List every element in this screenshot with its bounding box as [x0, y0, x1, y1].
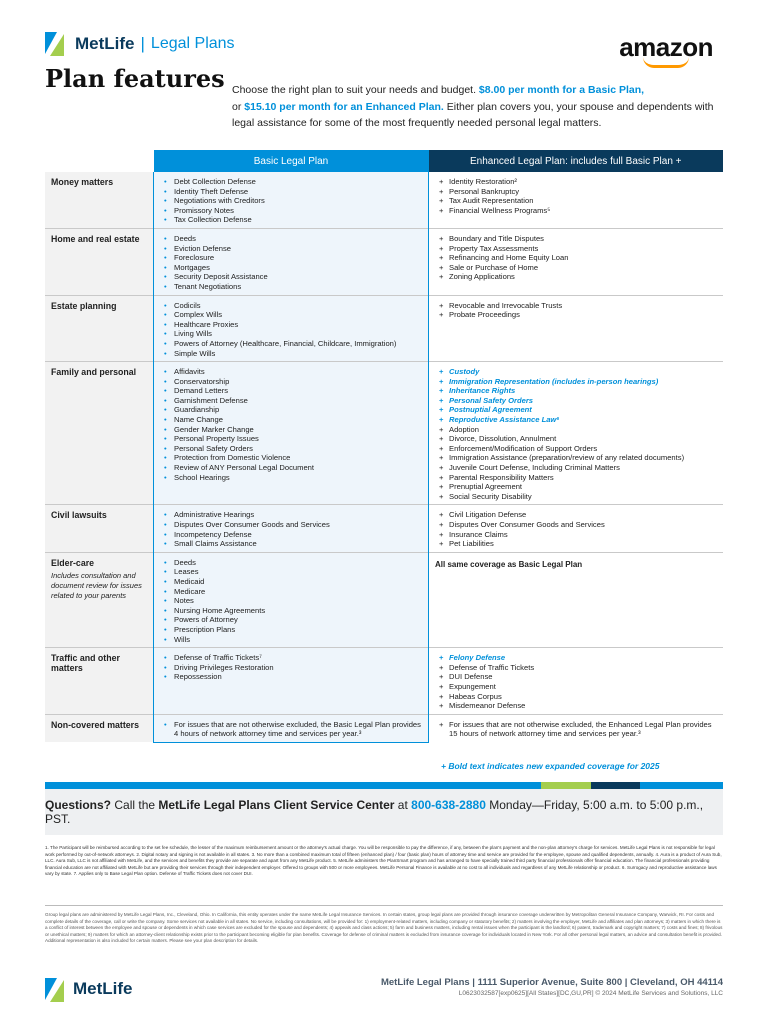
list-item: • Wills	[160, 635, 422, 645]
list-item: • Leases	[160, 567, 422, 577]
brand-separator: |	[140, 34, 145, 53]
questions-text-2: at	[394, 798, 412, 812]
list-item: • Deeds	[160, 558, 422, 568]
list-item: + Zoning Applications	[435, 272, 717, 282]
plan-features-table	[45, 150, 723, 743]
list-item: + Misdemeanor Defense	[435, 701, 717, 711]
category-label: Non-covered matters	[51, 719, 139, 730]
list-item: + Immigration Representation (includes in-person hearings)	[435, 377, 717, 387]
category-cell	[45, 228, 154, 295]
list-item: • Small Claims Assistance	[160, 539, 422, 549]
basic-plan-cell	[154, 228, 429, 295]
list-item: • Tax Collection Defense	[160, 215, 422, 225]
list-item: • Prescription Plans	[160, 625, 422, 635]
list-item: • Guardianship	[160, 405, 422, 415]
list-item: • Nursing Home Agreements	[160, 606, 422, 616]
category-cell	[45, 552, 154, 647]
list-item: + Postnuptial Agreement	[435, 405, 717, 415]
list-item: • Defense of Traffic Tickets⁷	[160, 653, 422, 663]
list-item: + Immigration Assistance (preparation/review of any related documents)	[435, 453, 717, 463]
list-item: + Felony Defense	[435, 653, 717, 663]
metlife-logo-icon	[45, 978, 67, 1000]
category-cell	[45, 714, 154, 742]
list-item: + Prenuptial Agreement	[435, 482, 717, 492]
list-item: + Revocable and Irrevocable Trusts	[435, 301, 717, 311]
price-basic: $8.00 per month for a Basic Plan,	[478, 84, 645, 96]
enhanced-plan-cell	[429, 172, 724, 228]
list-item: • Security Deposit Assistance	[160, 272, 422, 282]
list-item: + Parental Responsibility Matters	[435, 473, 717, 483]
list-item: + Defense of Traffic Tickets	[435, 663, 717, 673]
list-item: + Probate Proceedings	[435, 310, 717, 320]
color-stripe	[45, 782, 723, 789]
footer-address-block	[381, 977, 723, 997]
list-item: + Expungement	[435, 682, 717, 692]
list-item: • Powers of Attorney	[160, 615, 422, 625]
service-hours: Monday—Friday, 5:00 a.m. to 5:00 p.m., PST.	[45, 798, 704, 826]
list-item: + Inheritance Rights	[435, 386, 717, 396]
list-item: + Habeas Corpus	[435, 692, 717, 702]
table-row	[45, 228, 723, 295]
list-item: • Administrative Hearings	[160, 510, 422, 520]
basic-plan-header: Basic Legal Plan	[154, 150, 429, 172]
list-item: • Codicils	[160, 301, 422, 311]
list-item: • Affidavits	[160, 367, 422, 377]
category-note: Includes consultation and document review for issues related to your parents	[51, 570, 142, 600]
list-item: + Tax Audit Representation	[435, 196, 717, 206]
enhanced-plan-cell	[429, 714, 724, 742]
intro-text-1: Choose the right plan to suit your needs and budget.	[232, 84, 479, 96]
list-item: • Medicaid	[160, 577, 422, 587]
list-item: + Personal Bankruptcy	[435, 187, 717, 197]
category-label: Family and personal	[51, 367, 137, 378]
list-item: • Conservatorship	[160, 377, 422, 387]
page-title: Plan features	[45, 64, 225, 93]
list-item: • School Hearings	[160, 473, 422, 483]
enhanced-plan-cell	[429, 552, 724, 647]
list-item: + Disputes Over Consumer Goods and Services	[435, 520, 717, 530]
table-row	[45, 295, 723, 362]
list-item: • Tenant Negotiations	[160, 282, 422, 292]
disclaimer: Group legal plans are administered by MetLife Legal Plans, Inc., Cleveland, Ohio. In California, this entity operates under the name MetLife Legal Insurance Services. In certain states, group legal plans are provided through insurance coverage underwritten by Metropolitan General Insurance Company, Warwick, RI. For costs and complete details of the coverage, call or write the company. Some services not available in all states. No service, including consultations, will be provided for: 1) employment-related matters, including company or statutory benefits; 2) matters involving the employer, MetLife and affiliates and plan attorneys; 3) matters in which there is a conflict of interest between the employee and spouse or dependents in which case services are excluded for the spouse and dependents; 4) appeals and class actions; 5) farm and business matters, including rental issues when the participant is the landlord; 6) patent, trademark and copyright matters; 7) costs and fines; 8) frivolous or unethical matters; 9) matters for which an attorney-client relationship exists prior to the participant becoming eligible for plan benefits. Coverage for defense of criminal matters is excluded from insurance coverage for individuals located in New York. For all other personal legal matters, an advice and consultation benefit is provided. Additional representation is also included for certain matters. Please see your plan description for details.	[45, 912, 723, 944]
brand-name: MetLife	[75, 34, 135, 53]
list-item: + Enforcement/Modification of Support Orders	[435, 444, 717, 454]
basic-plan-cell	[154, 552, 429, 647]
list-item: + Identity Restoration²	[435, 177, 717, 187]
amazon-logo	[619, 32, 713, 68]
intro-text-2: or	[232, 100, 245, 113]
table-row	[45, 552, 723, 647]
list-item: + Civil Litigation Defense	[435, 510, 717, 520]
enhanced-plan-header: Enhanced Legal Plan: includes full Basic Plan +	[429, 150, 724, 172]
enhanced-plan-cell	[429, 648, 724, 715]
new-coverage-legend: + Bold text indicates new expanded coverage for 2025	[441, 761, 660, 771]
basic-plan-cell	[154, 714, 429, 742]
list-item: • Negotiations with Creditors	[160, 196, 422, 206]
basic-plan-cell	[154, 505, 429, 552]
table-row	[45, 714, 723, 742]
table-row	[45, 172, 723, 228]
category-cell	[45, 505, 154, 552]
phone-number[interactable]: 800-638-2880	[411, 798, 486, 812]
basic-plan-cell	[154, 362, 429, 505]
list-item: + Sale or Purchase of Home	[435, 263, 717, 273]
footer-address: MetLife Legal Plans | 1111 Superior Avenue, Suite 800 | Cleveland, OH 44114	[380, 977, 723, 988]
questions-label: Questions?	[45, 798, 112, 812]
list-item: • Debt Collection Defense	[160, 177, 422, 187]
category-cell	[45, 648, 154, 715]
list-item: • Review of ANY Personal Legal Document	[160, 463, 422, 473]
list-item: • Powers of Attorney (Healthcare, Financial, Childcare, Immigration)	[160, 339, 422, 349]
list-item: • Garnishment Defense	[160, 396, 422, 406]
footer-metlife-logo	[45, 978, 133, 1000]
table-row	[45, 648, 723, 715]
list-item: • Identity Theft Defense	[160, 187, 422, 197]
list-item: • Living Wills	[160, 329, 422, 339]
list-item: • Personal Property Issues	[160, 434, 422, 444]
list-item: • Foreclosure	[160, 253, 422, 263]
list-item: + Insurance Claims	[435, 530, 717, 540]
category-label: Civil lawsuits	[51, 510, 107, 521]
questions-text-1: Call the	[111, 798, 159, 812]
blank-header-cell	[45, 150, 154, 172]
list-item: • Repossession	[160, 672, 422, 682]
list-item: • Simple Wills	[160, 349, 422, 359]
list-item: • Demand Letters	[160, 386, 422, 396]
list-item: • Complex Wills	[160, 310, 422, 320]
list-item: + Financial Wellness Programs⁵	[435, 206, 717, 216]
list-item: + Adoption	[435, 425, 717, 435]
same-coverage-note: All same coverage as Basic Legal Plan	[435, 559, 583, 569]
list-item: + Refinancing and Home Equity Loan	[435, 253, 717, 263]
category-cell	[45, 362, 154, 505]
category-label: Elder-care	[51, 557, 95, 568]
service-center-name: MetLife Legal Plans Client Service Center	[158, 798, 395, 812]
intro-paragraph	[232, 82, 722, 132]
list-item: + Social Security Disability	[435, 492, 717, 502]
list-item: + Personal Safety Orders	[435, 396, 717, 406]
table-row	[45, 362, 723, 505]
footnotes: 1. The Participant will be reimbursed according to the set fee schedule, the lesser of the maximum reimbursement amount or the attorney's actual charge. You will be responsible to pay the difference, if any, between the plan's payment and the non-plan attorney's charge for services. MetLife Legal Plans is not responsible for legal work performed by out-of-network attorneys. 2. Digital notary and signing is not available in all states. 3. No more than a combined maximum total of fifteen (enhanced plan) / four (basic plan) hours of attorney time and service are provided for the employee, spouse and qualified dependents, annually. 4. Aura is a product of Aura Sub, LLC. Aura Sub, LLC is not affiliated with MetLife, and the services and benefits they provide are separate and apart from any MetLife product. 5. MetLife administers the PlanSmart program and has arranged to have specially trained third party financial professionals offer financial education. The financial professionals providing financial education are not affiliated with MetLife but are providing their services through their independent employer. Offered to groups with 500 or more employees. MetLife Personal Finance is available at no cost to all individuals and regardless of any MetLife relationship or product. 6. Surrogacy and reproductive assistance laws vary by state. 7. Applies only to Base Legal Plan option. Defense of Traffic Tickets does not cover DUI.	[45, 845, 722, 877]
list-item: • Protection from Domestic Violence	[160, 453, 422, 463]
basic-plan-cell	[154, 295, 429, 362]
enhanced-plan-cell	[429, 505, 724, 552]
table-row	[45, 505, 723, 552]
category-cell	[45, 295, 154, 362]
list-item: + DUI Defense	[435, 672, 717, 682]
list-item: + For issues that are not otherwise excluded, the Enhanced Legal Plan provides 15 hours of network attorney time and services per year.³	[435, 720, 717, 739]
amazon-wordmark: amazon	[619, 32, 713, 62]
category-label: Estate planning	[51, 300, 117, 311]
questions-banner	[45, 789, 723, 835]
list-item: + Divorce, Dissolution, Annulment	[435, 434, 717, 444]
list-item: • Incompetency Defense	[160, 530, 422, 540]
category-label: Money matters	[51, 177, 114, 187]
list-item: • Gender Marker Change	[160, 425, 422, 435]
basic-plan-cell	[154, 172, 429, 228]
brand-product: Legal Plans	[150, 35, 235, 52]
divider	[45, 905, 723, 906]
footer-brand: MetLife	[73, 979, 133, 998]
list-item: • Driving Privileges Restoration	[160, 663, 422, 673]
list-item: + Boundary and Title Disputes	[435, 234, 717, 244]
enhanced-plan-cell	[429, 295, 724, 362]
list-item: • Notes	[160, 596, 422, 606]
list-item: • Eviction Defense	[160, 244, 422, 254]
list-item: + Reproductive Assistance Law⁶	[435, 415, 717, 425]
enhanced-plan-cell	[429, 362, 724, 505]
metlife-logo-icon	[45, 32, 69, 56]
list-item: + Juvenile Court Defense, Including Criminal Matters	[435, 463, 717, 473]
basic-plan-cell	[154, 648, 429, 715]
list-item: • For issues that are not otherwise excluded, the Basic Legal Plan provides 4 hours of network attorney time and services per year.³	[160, 720, 422, 739]
list-item: • Disputes Over Consumer Goods and Services	[160, 520, 422, 530]
price-enhanced: $15.10 per month for an Enhanced Plan.	[244, 100, 444, 113]
list-item: + Property Tax Assessments	[435, 244, 717, 254]
list-item: + Pet Liabilities	[435, 539, 717, 549]
list-item: • Healthcare Proxies	[160, 320, 422, 330]
enhanced-plan-cell	[429, 228, 724, 295]
category-cell	[45, 172, 154, 228]
category-label: Home and real estate	[51, 233, 140, 244]
metlife-legal-plans-logo	[45, 32, 235, 56]
list-item: • Promissory Notes	[160, 206, 422, 216]
list-item: + Custody	[435, 367, 717, 377]
list-item: • Mortgages	[160, 263, 422, 273]
list-item: • Medicare	[160, 587, 422, 597]
list-item: • Name Change	[160, 415, 422, 425]
list-item: • Personal Safety Orders	[160, 444, 422, 454]
category-label: Traffic and other matters	[51, 653, 120, 674]
list-item: • Deeds	[160, 234, 422, 244]
intro-text-3: Either plan covers you, your spouse and dependents with legal assistance for some of the most frequently needed personal legal matters.	[232, 100, 714, 129]
footer-code: L0623032587[exp0625][All States][DC,GU,PR] © 2024 MetLife Services and Solutions, LLC	[458, 990, 723, 997]
